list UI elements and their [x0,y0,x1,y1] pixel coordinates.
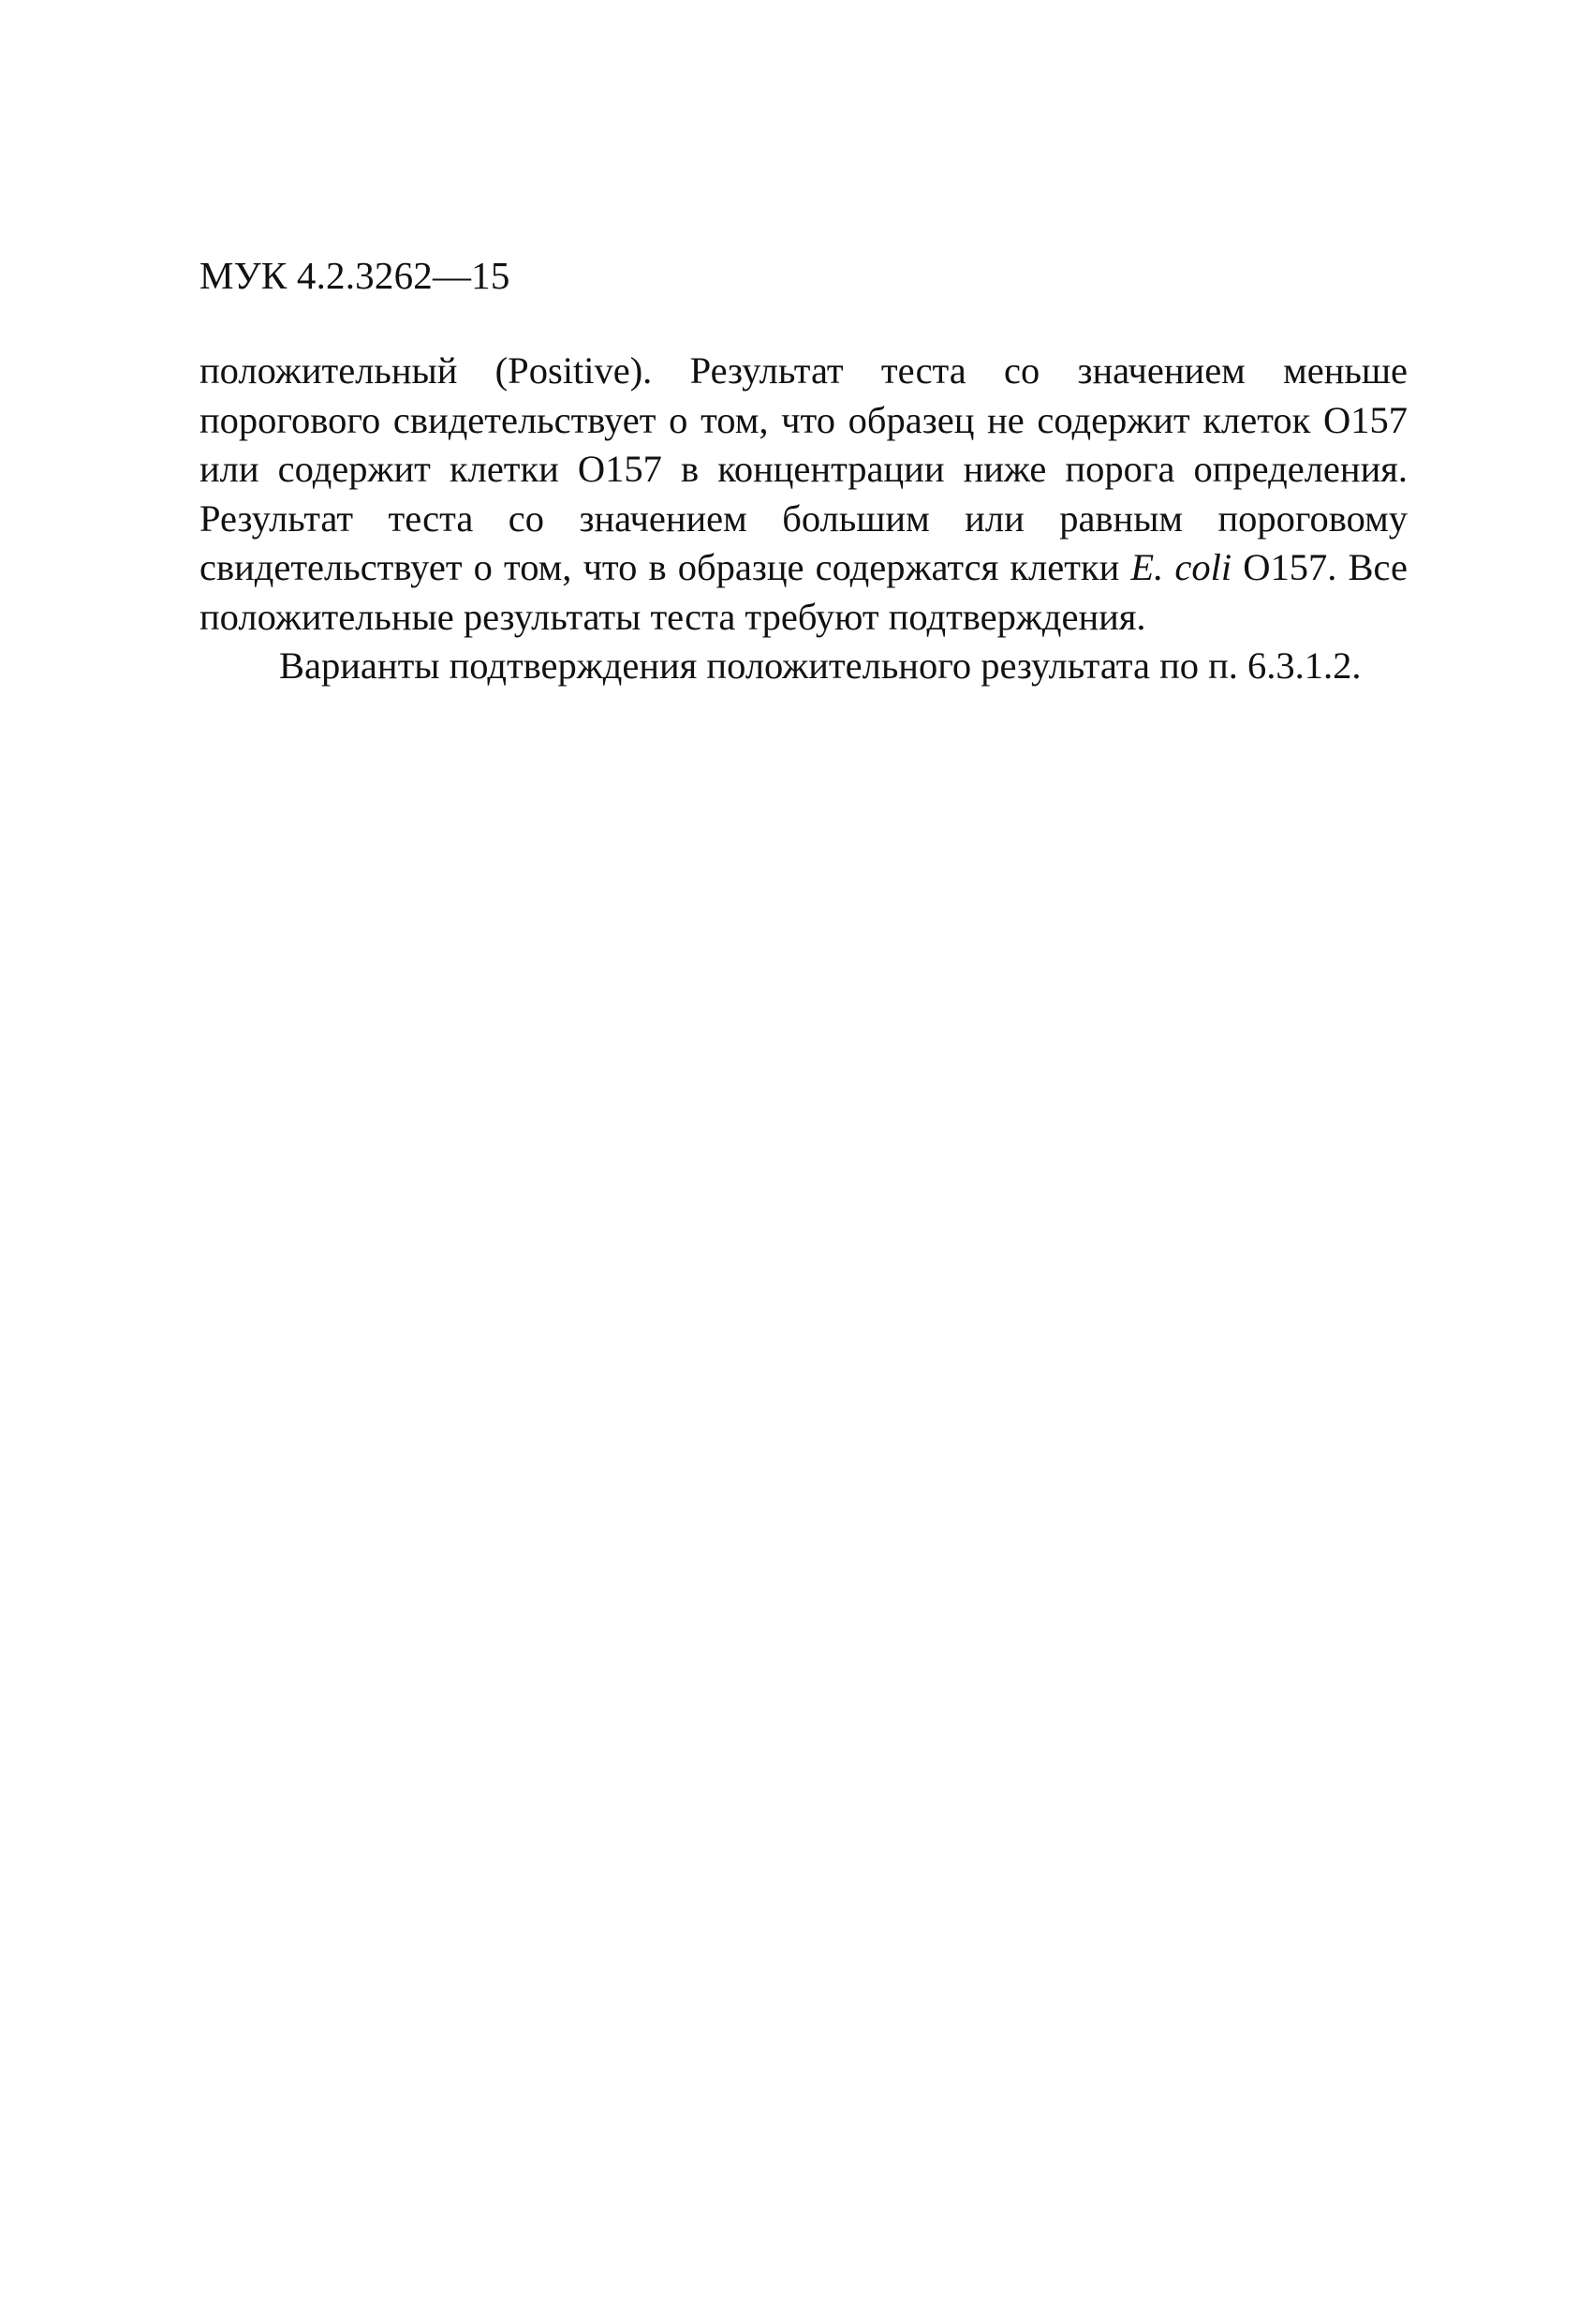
body-text [199,347,1408,691]
paragraph-confirmation-text: Варианты подтверждения положительного результата по п. 6.3.1.2. [279,644,1362,687]
paragraph-confirmation-options [199,642,1408,691]
paragraph-positive-result [199,347,1408,642]
document-code-header: МУК 4.2.3262—15 [199,254,510,297]
species-name: E. coli [1130,546,1232,588]
paragraph-text-part-2: О157. Все положительные результаты теста требуют подтверждения. [199,546,1408,638]
paragraph-text-part-1: положительный (Positive). Результат теста со значением меньше порогового свидетельствует о том, что образец не содержит клеток О157 или содержит клетки О157 в концентрации ниже порога определения. Результат теста со значением большим или равным пороговому свидетельствует о том, что в образце содержатся клетки [199,349,1408,588]
